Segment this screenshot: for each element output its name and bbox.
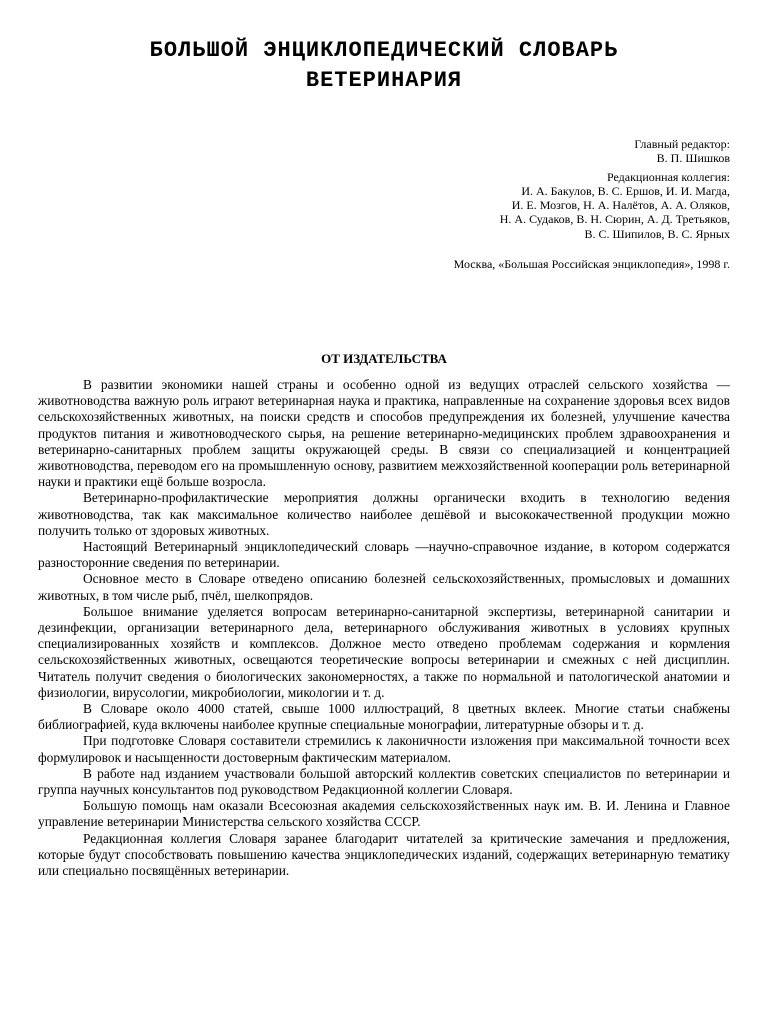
title-line-1: БОЛЬШОЙ ЭНЦИКЛОПЕДИЧЕСКИЙ СЛОВАРЬ bbox=[149, 38, 619, 63]
paragraph: В Словаре около 4000 статей, свыше 1000 иллюстраций, 8 цветных вклеек. Многие статьи снабжены библиографией, куда включены наиболее крупные специальные монографии, литературные обзоры и т. д. bbox=[38, 701, 730, 733]
paragraph: Настоящий Ветеринарный энциклопедический словарь —научно-справочное издание, в котором содержатся разносторонние сведения по ветеринарии. bbox=[38, 539, 730, 571]
paragraph: Основное место в Словаре отведено описанию болезней сельскохозяйственных, промысловых и домашних животных, в том числе рыб, пчёл, шелкопрядов. bbox=[38, 571, 730, 603]
document-title bbox=[0, 36, 768, 96]
paragraph: При подготовке Словаря составители стремились к лаконичности изложения при максимальной точности всех формулировок и насыщенности достоверным фактическим материалом. bbox=[38, 733, 730, 765]
publisher-line: Москва, «Большая Российская энциклопедия», 1998 г. bbox=[453, 257, 730, 272]
credits-spacer bbox=[230, 241, 730, 257]
paragraph: Ветеринарно-профилактические мероприятия должны органически входить в технологию ведения животноводства, так как максимальное количество наиболее дешёвой и высококачественной продукции можно получить только от здоровых животных. bbox=[38, 490, 730, 538]
board-member-line: В. С. Шипилов, В. С. Ярных bbox=[584, 226, 730, 241]
paragraph: Редакционная коллегия Словаря заранее благодарит читателей за критические замечания и предложения, которые будут способствовать повышению качества энциклопедических изданий, содержащих ветеринарную тематику или специально посвящённых ветеринарии. bbox=[38, 830, 730, 879]
section-heading: ОТ ИЗДАТЕЛЬСТВА bbox=[321, 351, 447, 366]
board-member-line: И. А. Бакулов, В. С. Ершов, И. И. Магда, bbox=[521, 183, 730, 198]
paragraph: Большую помощь нам оказали Всесоюзная академия сельскохозяйственных наук им. В. И. Ленина и Главное управление ветеринарии Министерства сельского хозяйства СССР. bbox=[38, 798, 730, 830]
chief-editor-name: В. П. Шишков bbox=[656, 151, 730, 166]
board-member-line: И. Е. Мозгов, Н. А. Налётов, А. А. Оляков, bbox=[511, 198, 730, 213]
title-line-2: ВЕТЕРИНАРИЯ bbox=[305, 68, 463, 93]
paragraph: В развитии экономики нашей страны и особенно одной из ведущих отраслей сельского хозяйства — животноводства важную роль играют ветеринарная наука и практика, направленные на сохранение здоровья всех видов сельскохозяйственных животных, на поиски средств и способов предупреждения их болезней, улучшение качества продуктов питания и животноводческого сырья, на решение ветеринарно-медицинских проблем здравоохранения и ветеринарно-санитарных проблем защиты окружающей среды. В связи со специализацией и концентрацией животноводства, переводом его на промышленную основу, развитием межхозяйственной кооперации роль ветеринарной науки и практики ещё больше возросла. bbox=[38, 377, 730, 490]
board-label: Редакционная коллегия: bbox=[606, 169, 730, 184]
body-text bbox=[38, 377, 730, 879]
editorial-credits bbox=[230, 137, 730, 271]
chief-editor-label: Главный редактор: bbox=[634, 137, 730, 151]
paragraph: В работе над изданием участвовали большой авторский коллектив советских специалистов по ветеринарии и группа научных консультантов под руководством Редакционной коллегии Словаря. bbox=[38, 765, 730, 798]
paragraph: Большое внимание уделяется вопросам ветеринарно-санитарной экспертизы, ветеринарной санитарии и дезинфекции, организации ветеринарного дела, ветеринарного обслуживания животных в условиях крупных специализированных хозяйств и комплексов. Должное место отведено проблемам содержания и кормления сельскохозяйственных животных, освещаются теоретические вопросы ветеринарии и смежных с ней дисциплин. Читатель получит сведения о биологических закономерностях, а также по нормальной и патологической анатомии и физиологии, вирусологии, микробиологии, микологии и т. д. bbox=[38, 603, 730, 700]
board-member-line: Н. А. Судаков, В. Н. Сюрин, А. Д. Третьяков, bbox=[499, 212, 730, 227]
